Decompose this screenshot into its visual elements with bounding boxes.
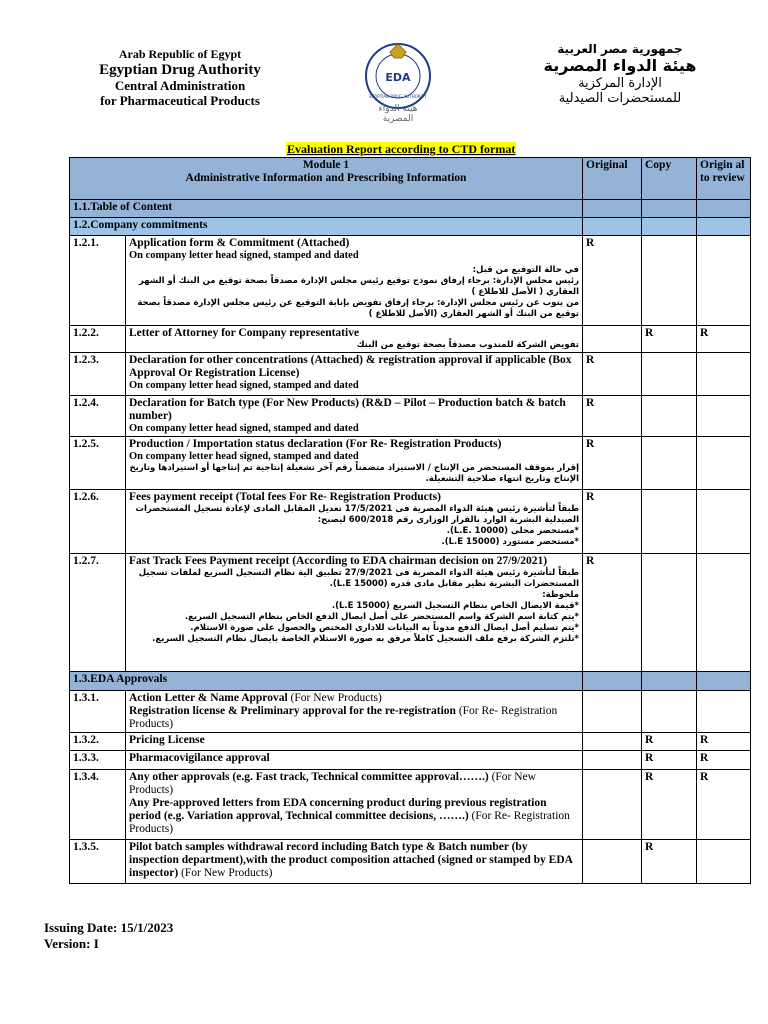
table-header-row bbox=[70, 158, 751, 200]
header-english bbox=[80, 48, 280, 109]
section-row bbox=[70, 218, 751, 236]
table-row: 1.3.2. Pricing License R R bbox=[70, 733, 751, 751]
header-arabic bbox=[525, 42, 715, 107]
header-admin: Central Administration bbox=[114, 78, 246, 94]
table-row: 1.2.1. Application form & Commitment (Attached) On company letter head signed, stamped and dated في حالة التوقيع من قبل: رئيس مجلس الإدارة: برجاء إرفاق نموذج توقيع رئيس مجلس الإدارة مصدقاً بصحة توقيع من البنك أو الشهر العقاري ( الأصل للاطلاع ) من ينوب عن رئيس مجلس الإدارة: برجاء إرفاق تفويض بإنابة التوقيع عن رئيس مجلس الإدارة مصدقاً بصحة توقيع من البنك أو الشهر العقاري (الأصل للاطلاع ) R bbox=[70, 236, 751, 326]
table-row: 1.3.4. Any other approvals (e.g. Fast track, Technical committee approval…….) (For New Products) Any Pre-approved letters from EDA concerning product during previous registration period (e.g. Variation approval, Technical committee decisions, …….) (For Re- Registration Products) R R bbox=[70, 770, 751, 840]
header-ar-products: للمستحضرات الصيدلية bbox=[558, 91, 682, 107]
col-original: Original bbox=[583, 158, 642, 200]
header-ar-country: جمهورية مصر العربية bbox=[557, 42, 683, 56]
logo-text: EDA bbox=[385, 71, 411, 84]
header-ar-admin: الإدارة المركزية bbox=[578, 75, 662, 91]
table-row: 1.2.2. Letter of Attorney for Company representative تفويض الشركة للمندوب مصدقاً بصحة توقيع من البنك R R bbox=[70, 326, 751, 353]
header-country: Arab Republic of Egypt bbox=[118, 47, 242, 61]
table-row: 1.2.6. Fees payment receipt (Total fees For Re- Registration Products) طبقاً لتأشيرة رئيس هيئة الدواء المصرية فى 17/5/2021 تعديل المقابل المادى لإعادة تسجيل المستحضرات الصيدلية البشرية الوارد بالقرار الوزارى رقم 600/2018 ليصبح: *مستحضر محلى (10000 .L.E). *مستحضر مستورد (15000 L.E). R bbox=[70, 490, 751, 554]
evaluation-table bbox=[69, 157, 751, 884]
section-table-of-content: 1.1.Table of Content bbox=[70, 200, 583, 218]
logo-ring-text: EGYPTIAN DRUG AUTHORITY bbox=[369, 94, 427, 99]
module-header: Module 1 Administrative Information and Prescribing Information bbox=[70, 158, 583, 200]
table-row: 1.3.3. Pharmacovigilance approval R R bbox=[70, 751, 751, 770]
table-row: 1.3.5. Pilot batch samples withdrawal record including Batch type & Batch number (by inspection department),with the product composition attached (signed or stamped by EDA inspector) (For New Products) R bbox=[70, 840, 751, 884]
table-row: 1.3.1. Action Letter & Name Approval (For New Products) Registration license & Preliminary approval for the re-registration (For Re- Registration Products) bbox=[70, 691, 751, 733]
header-authority: Egyptian Drug Authority bbox=[99, 61, 261, 78]
table-row: 1.2.3. Declaration for other concentrations (Attached) & registration approval if applicable (Box Approval Or Registration License) On company letter head signed, stamped and dated R bbox=[70, 353, 751, 396]
footer bbox=[44, 920, 173, 952]
section-row bbox=[70, 672, 751, 691]
header-products: for Pharmaceutical Products bbox=[100, 92, 260, 108]
table-row: 1.2.4. Declaration for Batch type (For New Products) (R&D – Pilot – Production batch & batch number) On company letter head signed, stamped and dated R bbox=[70, 396, 751, 437]
header-ar-authority: هيئة الدواء المصرية bbox=[543, 56, 697, 76]
section-eda-approvals: 1.3.EDA Approvals bbox=[70, 672, 583, 691]
table-row: 1.2.5. Production / Importation status declaration (For Re- Registration Products) On company letter head signed, stamped and dated إقرار بموقف المستحضر من الإنتاج / الاستيراد متضمناً رقم آخر تشغيلة إنتاجية تم إنتاجها أو استيرادها وتاريخ الإنتاج وتاريخ انتهاء صلاحية التشغيلة. R bbox=[70, 437, 751, 490]
section-company-commitments: 1.2.Company commitments bbox=[70, 218, 583, 236]
logo-caption: هيئة الدواء المصرية bbox=[378, 104, 418, 124]
col-copy: Copy bbox=[642, 158, 697, 200]
col-original-to-review: Origin al to review bbox=[697, 158, 751, 200]
issuing-date: Issuing Date: 15/1/2023 bbox=[44, 920, 174, 935]
table-row: 1.2.7. Fast Track Fees Payment receipt (According to EDA chairman decision on 27/9/2021) طبقاً لتأشيرة رئيس هيئة الدواء المصرية فى 27/9/2021 تطبيق الية نظام التسجيل السريع لملفات تسجيل المستحضرات البشرية نظير مقابل مادى قدره (15000 L.E). ملحوظة: *قيمة الايصال الخاص بنظام التسجيل السريع (15000 L.E). *يتم كتابة اسم الشركة واسم المستحضر على أصل ايصال الدفع الخاص بنظام التسجيل السريع. *يتم تسليم أصل ايصال الدفع مدوناً به البيانات للادارى المختص والحصول على صورة الاستلام. *تلتزم الشركة برفع ملف التسجيل كاملاً مرفق به صورة الاستلام الخاصة بايصال نظام التسجيل السريع. R bbox=[70, 554, 751, 672]
version: Version: I bbox=[44, 936, 99, 951]
document-title: Evaluation Report according to CTD format bbox=[287, 142, 516, 156]
section-row bbox=[70, 200, 751, 218]
